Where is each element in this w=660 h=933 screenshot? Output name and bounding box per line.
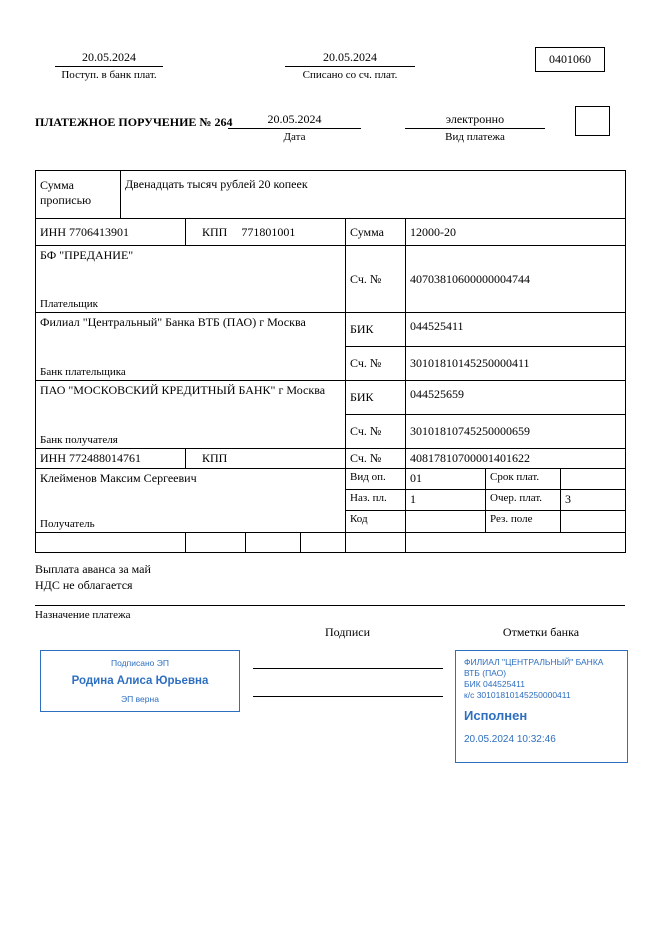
payee-inn-value: 772488014761 bbox=[69, 451, 141, 465]
payee-kpp-label: КПП bbox=[202, 451, 228, 465]
payer-account-label-cell: Сч. № bbox=[346, 246, 406, 313]
debited-date-field bbox=[285, 50, 415, 81]
debited-date-label: Списано со сч. плат. bbox=[302, 69, 398, 81]
payment-kind-label: Вид платежа bbox=[445, 131, 505, 143]
bank-stamp-corr-account: к/с 30101810145250000411 bbox=[464, 690, 571, 701]
payee-inn-label: ИНН bbox=[40, 451, 66, 465]
purpose-line-2: НДС не облагается bbox=[35, 578, 133, 593]
vid-op-label-cell: Вид оп. bbox=[346, 469, 406, 490]
payer-inn-cell bbox=[36, 219, 186, 246]
kod-label-cell: Код bbox=[346, 511, 406, 533]
payee-codes-block bbox=[346, 469, 626, 533]
payee-bank-row bbox=[36, 381, 626, 449]
naz-pl-label-cell: Наз. пл. bbox=[346, 490, 406, 511]
payer-account-value-cell: 40703810600000004744 bbox=[406, 246, 626, 313]
payee-bank-cell bbox=[36, 381, 346, 449]
payer-inn-value: 7706413901 bbox=[69, 224, 129, 239]
bank-stamp-bik: БИК 044525411 bbox=[464, 679, 525, 690]
payee-inn-cell bbox=[36, 449, 186, 469]
purpose-label: Назначение платежа bbox=[35, 609, 131, 621]
empty-cell bbox=[246, 533, 301, 553]
empty-cell bbox=[406, 533, 626, 553]
bank-stamp-status: Исполнен bbox=[464, 708, 528, 724]
payee-row bbox=[36, 469, 626, 533]
signature-line-1 bbox=[253, 668, 443, 669]
amount-words-value-cell: Двенадцать тысяч рублей 20 копеек bbox=[121, 171, 626, 219]
rez-pole-value-cell bbox=[561, 511, 626, 533]
empty-cell bbox=[186, 533, 246, 553]
kod-value-cell bbox=[406, 511, 486, 533]
document-title: ПЛАТЕЖНОЕ ПОРУЧЕНИЕ № 264 bbox=[35, 115, 233, 129]
payer-role-label: Плательщик bbox=[40, 298, 98, 310]
payment-kind-value: электронно bbox=[405, 112, 545, 129]
payer-bank-account-label-cell: Сч. № bbox=[346, 347, 406, 381]
sum-value-cell: 12000-20 bbox=[406, 219, 626, 246]
sum-label-cell: Сумма bbox=[346, 219, 406, 246]
ocher-plat-label-cell: Очер. плат. bbox=[486, 490, 561, 511]
payee-bank-bik-value-cell: 044525659 bbox=[406, 381, 626, 415]
payer-cell bbox=[36, 246, 346, 313]
payee-bank-account-value-cell: 30101810745250000659 bbox=[406, 415, 626, 449]
amount-words-label-cell: Сумма прописью bbox=[36, 171, 121, 219]
purpose-underline bbox=[35, 605, 625, 606]
esig-signer-name: Родина Алиса Юрьевна bbox=[71, 675, 209, 687]
debited-date-value: 20.05.2024 bbox=[285, 50, 415, 67]
payer-bank-row bbox=[36, 313, 626, 381]
rez-pole-label-cell: Рез. поле bbox=[486, 511, 561, 533]
payee-role-label: Получатель bbox=[40, 518, 95, 530]
payee-account-label-cell: Сч. № bbox=[346, 449, 406, 469]
bank-stamp-datetime: 20.05.2024 10:32:46 bbox=[464, 734, 556, 746]
form-code: 0401060 bbox=[549, 52, 591, 66]
doc-date-field bbox=[228, 112, 361, 143]
payer-row bbox=[36, 246, 626, 313]
payee-bank-role-label: Банк получателя bbox=[40, 434, 118, 446]
doc-date-label: Дата bbox=[283, 131, 306, 143]
empty-cell bbox=[346, 533, 406, 553]
naz-pl-value-cell: 1 bbox=[406, 490, 486, 511]
e-signature-stamp bbox=[40, 650, 240, 712]
form-code-box bbox=[535, 47, 605, 72]
srok-plat-value-cell bbox=[561, 469, 626, 490]
esig-top-text: Подписано ЭП bbox=[111, 658, 169, 668]
payer-kpp-cell bbox=[186, 219, 346, 246]
received-date-field bbox=[55, 50, 163, 81]
payer-kpp-label: КПП bbox=[202, 224, 228, 239]
doc-date-value: 20.05.2024 bbox=[228, 112, 361, 129]
signatures-label: Подписи bbox=[324, 625, 371, 639]
amount-words-row bbox=[36, 171, 626, 219]
payee-kpp-cell bbox=[186, 449, 346, 469]
bank-stamp-org-line2: ВТБ (ПАО) bbox=[464, 668, 507, 679]
signature-line-2 bbox=[253, 696, 443, 697]
payment-kind-field bbox=[405, 112, 545, 143]
payee-bank-account-label-cell: Сч. № bbox=[346, 415, 406, 449]
purpose-line-1: Выплата аванса за май bbox=[35, 562, 151, 576]
received-date-value: 20.05.2024 bbox=[55, 50, 163, 67]
payer-inn-row bbox=[36, 219, 626, 246]
payee-name: Клейменов Максим Сергеевич bbox=[40, 471, 197, 485]
payer-bank-account-value-cell: 30101810145250000411 bbox=[406, 347, 626, 381]
payment-form-table bbox=[35, 170, 626, 553]
empty-cell bbox=[36, 533, 186, 553]
payer-inn-label: ИНН bbox=[40, 224, 66, 239]
payee-bank-bik-label-cell: БИК bbox=[346, 381, 406, 415]
payee-inn-row bbox=[36, 449, 626, 469]
vid-op-value-cell: 01 bbox=[406, 469, 486, 490]
payer-bank-name: Филиал "Центральный" Банка ВТБ (ПАО) г Москва bbox=[40, 315, 306, 329]
empty-cell bbox=[301, 533, 346, 553]
srok-plat-label-cell: Срок плат. bbox=[486, 469, 561, 490]
received-date-label: Поступ. в банк плат. bbox=[61, 69, 157, 81]
payer-bank-codes-block bbox=[346, 313, 626, 381]
payer-kpp-value: 771801001 bbox=[241, 224, 296, 239]
payer-name: БФ "ПРЕДАНИЕ" bbox=[40, 248, 134, 262]
esig-bottom-text: ЭП верна bbox=[121, 694, 159, 704]
ocher-plat-value-cell: 3 bbox=[561, 490, 626, 511]
payer-bank-role-label: Банк плательщика bbox=[40, 366, 126, 378]
payee-bank-codes-block bbox=[346, 381, 626, 449]
payer-bank-bik-value-cell: 044525411 bbox=[406, 313, 626, 347]
payee-account-value-cell: 40817810700001401622 bbox=[406, 449, 626, 469]
payer-bank-cell bbox=[36, 313, 346, 381]
empty-bottom-row bbox=[36, 533, 626, 553]
bank-marks-label: Отметки банка bbox=[502, 625, 580, 639]
payer-bank-bik-label-cell: БИК bbox=[346, 313, 406, 347]
payee-cell bbox=[36, 469, 346, 533]
empty-status-box bbox=[575, 106, 610, 136]
payment-purpose-text bbox=[35, 561, 625, 593]
bank-execution-stamp bbox=[455, 650, 628, 763]
bank-stamp-org-line1: ФИЛИАЛ "ЦЕНТРАЛЬНЫЙ" БАНКА bbox=[464, 657, 604, 667]
payee-bank-name: ПАО "МОСКОВСКИЙ КРЕДИТНЫЙ БАНК" г Москва bbox=[40, 383, 326, 397]
